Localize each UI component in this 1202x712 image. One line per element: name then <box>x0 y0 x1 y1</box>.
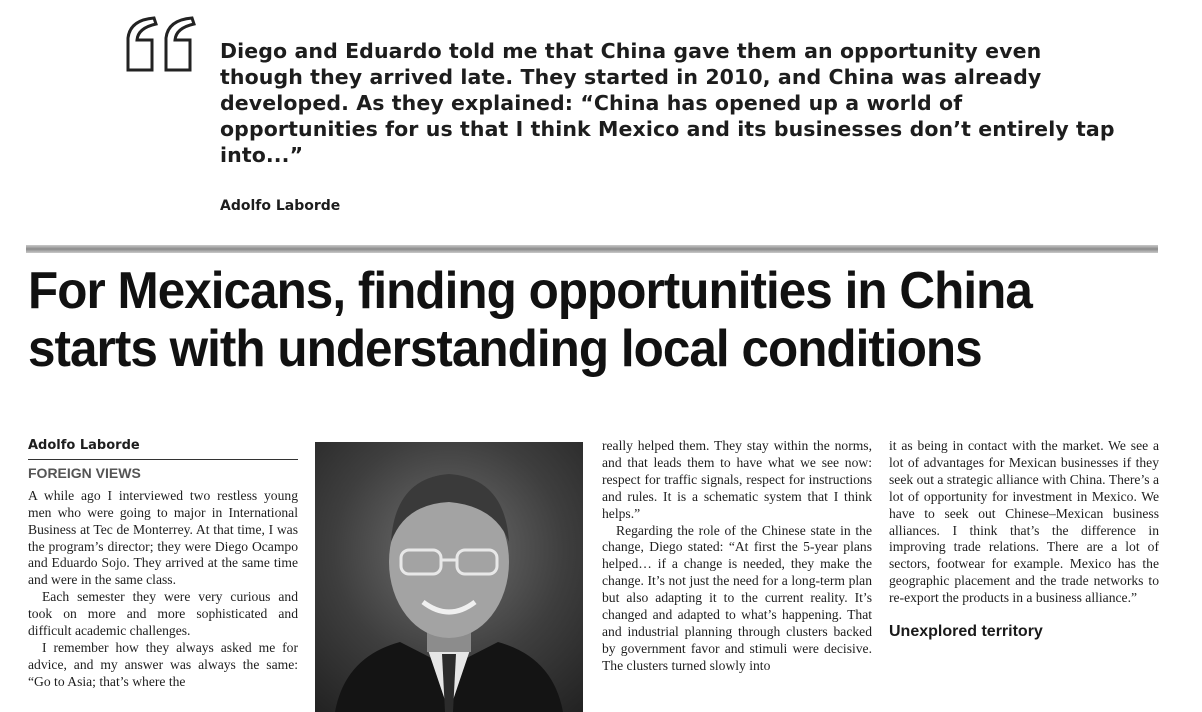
headline <box>28 262 1130 378</box>
paragraph: I remember how they always asked me for advice, and my answer was always the same: “Go to Asia; that’s where the <box>28 639 298 689</box>
section-tag: FOREIGN VIEWS <box>28 464 141 481</box>
author-photo <box>315 442 583 712</box>
pull-quote-text: Diego and Eduardo told me that China gave them an opportunity even though they arrived late. They started in 2010, and China was already developed. As they explained: “China has opened up a world of opportunities for us that I think Mexico and its businesses don’t entirely tap into...” <box>220 39 1115 167</box>
article-column-2 <box>602 438 872 675</box>
headline-line-1: For Mexicans, finding opportunities in China <box>28 262 1032 320</box>
pull-quote-author: Adolfo Laborde <box>220 198 341 214</box>
paragraph: A while ago I interviewed two restless young men who were going to major in International Business at Tec de Monterrey. At that time, I was the program’s director; they were Diego Ocampo and Eduardo Sojo. They arrived at the same time and were in the same class. <box>28 487 298 588</box>
byline: Adolfo Laborde <box>28 438 298 460</box>
headline-line-2: starts with understanding local conditions <box>28 320 982 378</box>
paragraph: Each semester they were very curious and took on more and more sophisticated and difficult academic challenges. <box>28 589 298 639</box>
quote-mark-icon <box>124 14 198 74</box>
article-column-1 <box>28 438 298 691</box>
portrait-illustration <box>315 442 583 712</box>
paragraph: really helped them. They stay within the norms, and that leads them to have what we see now: respect for traffic signals, respect for instructions and rules. It is a schematic system that I think helps.” <box>602 438 872 521</box>
subheading: Unexplored territory <box>889 623 1043 641</box>
paragraph: Regarding the role of the Chinese state in the change, Diego stated: “At first the 5-year plans helped… if a change is needed, they make the change. It’s not just the need for a long-term plan but also adapting it to the current reality. It’s changed and adapted to what’s happening. That and industrial planning through clusters backed by government favor and stimuli were decisive. The clusters turned slowly into <box>602 522 872 673</box>
paragraph: it as being in contact with the market. We see a lot of advantages for Mexican businesses if they seek out a strategic alliance with China. There’s a lot of opportunity for investment in Mexico. We have to seek out Chinese–Mexican business alliances. I think that’s the difference in improving trade relations. There are a lot of sectors, footwear for example. Mexico has the geographic placement and the trade networks to re-export the products in a business alliance.” <box>889 438 1159 606</box>
article-column-3 <box>889 438 1159 641</box>
section-divider <box>26 245 1158 253</box>
